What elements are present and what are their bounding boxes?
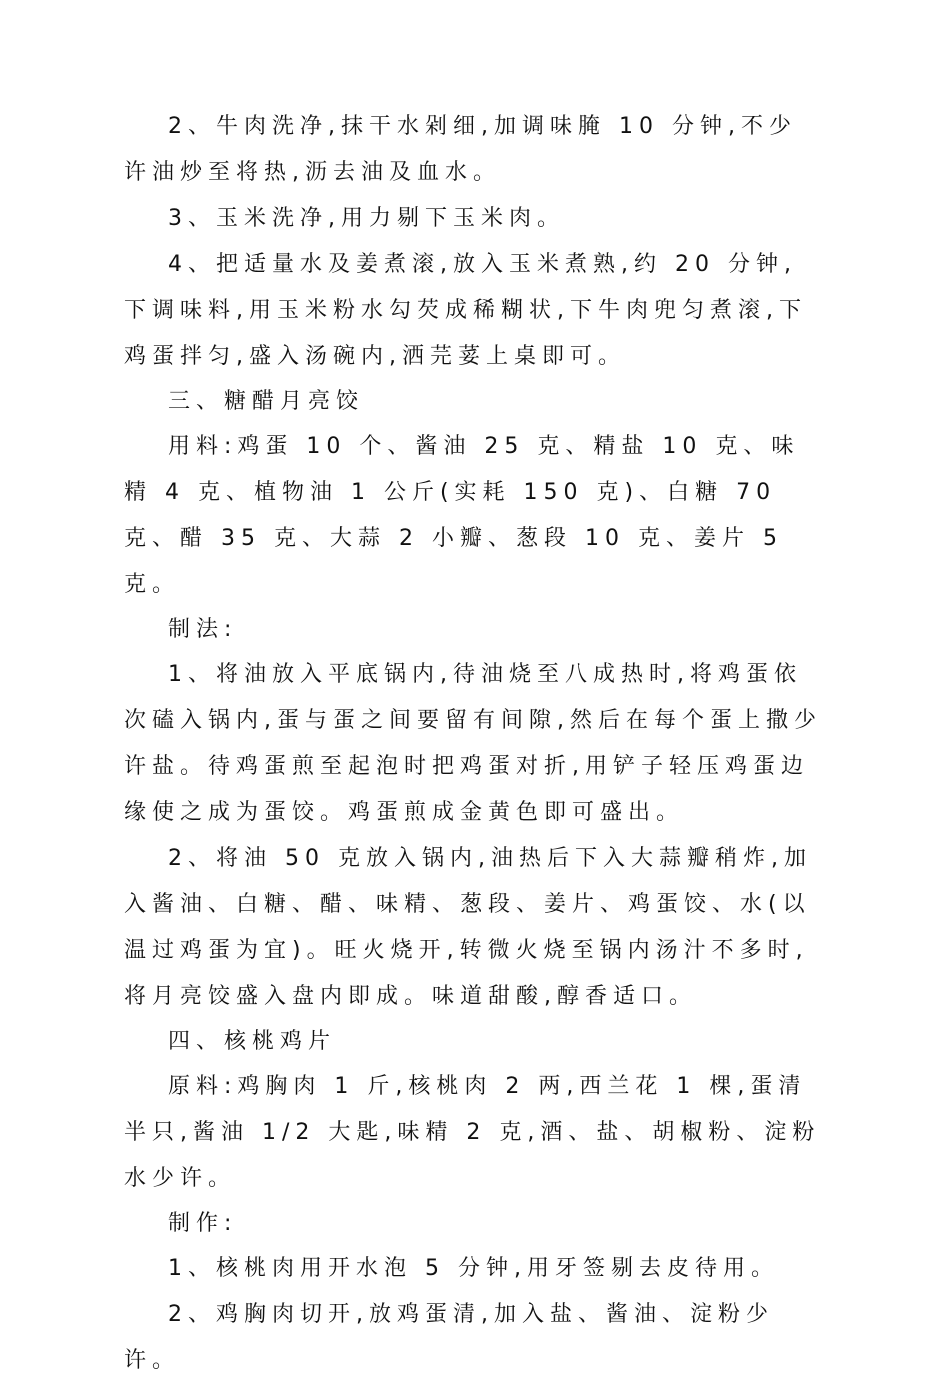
paragraph-dumpling-step-1: 1、将油放入平底锅内,待油烧至八成热时,将鸡蛋依次磕入锅内,蛋与蛋之间要留有间隙,然后在每个蛋上撒少许盐。待鸡蛋煎至起泡时把鸡蛋对折,用铲子轻压鸡蛋边缘使之成为蛋饺。鸡蛋煎成金黄色即可盛出。 bbox=[124, 662, 822, 825]
section-heading-3: 三、糖醋月亮饺 bbox=[168, 389, 365, 414]
paragraph-dumpling-step-2: 2、将油 50 克放入锅内,油热后下入大蒜瓣稍炸,加入酱油、白糖、醋、味精、葱段、姜片、鸡蛋饺、水(以温过鸡蛋为宜)。旺火烧开,转微火烧至锅内汤汁不多时,将月亮饺盛入盘内即成。味道甜酸,醇香适口。 bbox=[124, 846, 812, 1009]
paragraph-walnut-step-1: 1、核桃肉用开水泡 5 分钟,用牙签剔去皮待用。 bbox=[168, 1256, 779, 1281]
paragraph-walnut-step-2: 2、鸡胸肉切开,放鸡蛋清,加入盐、酱油、淀粉少许。 bbox=[124, 1302, 774, 1373]
paragraph-method-label-3: 制法: bbox=[168, 617, 238, 642]
section-heading-4: 四、核桃鸡片 bbox=[168, 1029, 337, 1054]
paragraph-beef-step-3: 3、玉米洗净,用力剔下玉米肉。 bbox=[168, 206, 565, 231]
paragraph-beef-step-4: 4、把适量水及姜煮滚,放入玉米煮熟,约 20 分钟,下调味料,用玉米粉水勾芡成稀糊状,下牛肉兜匀煮滚,下鸡蛋拌匀,盛入汤碗内,洒芫荽上桌即可。 bbox=[124, 252, 807, 369]
paragraph-beef-step-2: 2、牛肉洗净,抹干水剁细,加调味腌 10 分钟,不少许油炒至将热,沥去油及血水。 bbox=[124, 114, 797, 185]
paragraph-method-label-4: 制作: bbox=[168, 1211, 238, 1236]
document-body bbox=[124, 104, 824, 1384]
paragraph-ingredients-4: 原料:鸡胸肉 1 斤,核桃肉 2 两,西兰花 1 棵,蛋清半只,酱油 1/2 大匙,味精 2 克,酒、盐、胡椒粉、淀粉水少许。 bbox=[124, 1074, 821, 1191]
paragraph-ingredients-3: 用料:鸡蛋 10 个、酱油 25 克、精盐 10 克、味精 4 克、植物油 1 公斤(实耗 150 克)、白糖 70 克、醋 35 克、大蒜 2 小瓣、葱段 10 克、姜片 5 克。 bbox=[124, 434, 800, 597]
